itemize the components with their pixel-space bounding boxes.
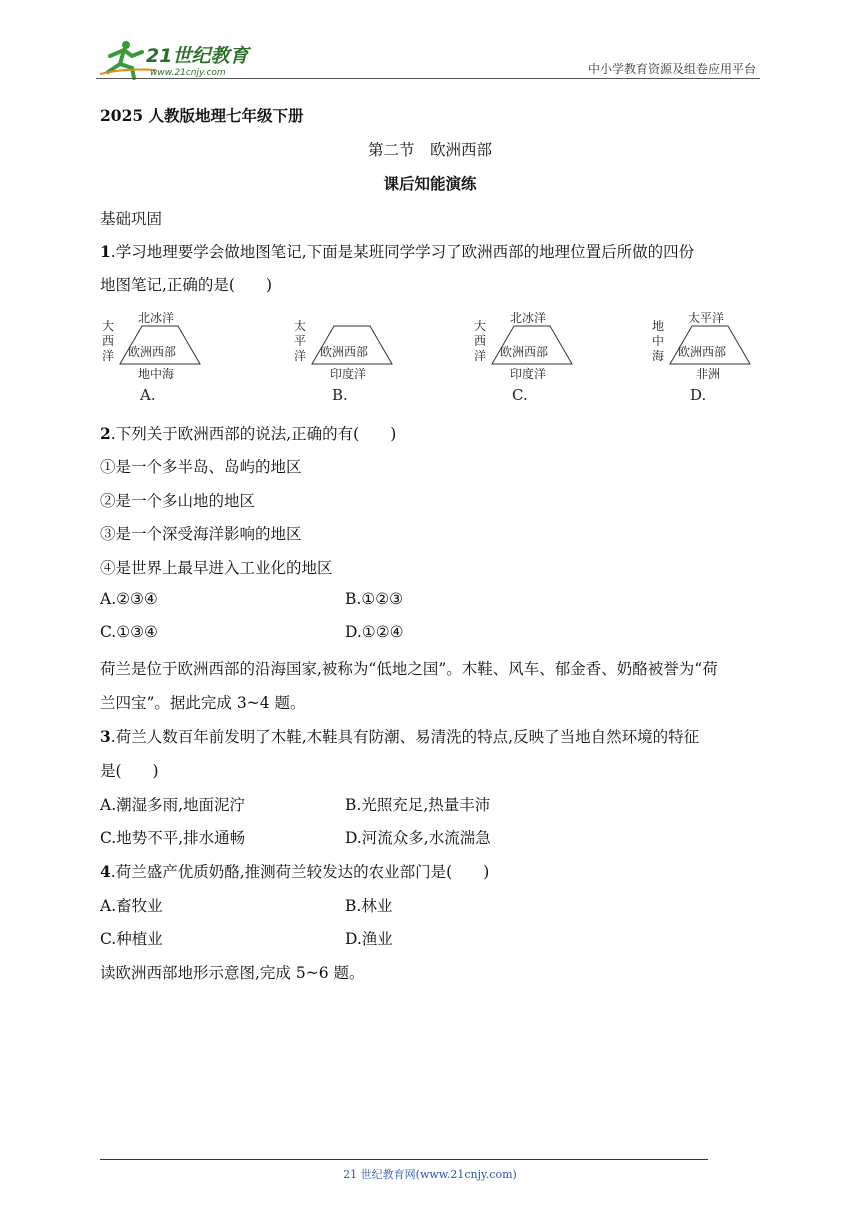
figure-d-top: 太平洋 xyxy=(688,311,725,325)
figure-b xyxy=(294,318,392,404)
figure-c-left-3: 洋 xyxy=(474,349,487,363)
figure-a-left-3: 洋 xyxy=(102,349,115,363)
question-2-option-b: B.①②③ xyxy=(345,590,404,608)
passage-line2: 兰四宝”。据此完成 3~4 题。 xyxy=(100,694,306,712)
figure-c-top: 北冰洋 xyxy=(510,311,547,325)
figure-a-left-2: 西 xyxy=(102,334,115,348)
figure-b-letter: B. xyxy=(332,386,348,404)
question-2-stem: 2.下列关于欧洲西部的说法,正确的有( ) xyxy=(100,424,397,443)
question-2-option-d: D.①②④ xyxy=(345,623,404,641)
figure-d-bottom: 非洲 xyxy=(696,367,721,381)
footer-divider xyxy=(100,1159,708,1160)
passage-line1: 荷兰是位于欧洲西部的沿海国家,被称为“低地之国”。木鞋、风车、郁金香、奶酪被誉为“荷 xyxy=(100,660,718,678)
figure-b-left-1: 太 xyxy=(294,319,307,333)
figure-a-letter: A. xyxy=(140,386,156,404)
question-3-option-d: D.河流众多,水流湍急 xyxy=(345,829,491,847)
figure-b-bottom: 印度洋 xyxy=(330,367,367,381)
question-3-line2: 是( ) xyxy=(100,762,159,780)
exercise-title: 课后知能演练 xyxy=(383,174,477,193)
figure-c-left-2: 西 xyxy=(474,334,487,348)
question-4-option-b: B.林业 xyxy=(345,897,393,915)
question-2-item-1: ①是一个多半岛、岛屿的地区 xyxy=(100,458,302,476)
question-4-option-c: C.种植业 xyxy=(100,930,163,948)
footer-link[interactable]: 21 世纪教育网(www.21cnjy.com) xyxy=(343,1168,517,1181)
header-divider xyxy=(96,78,760,79)
figure-d-letter: D. xyxy=(690,386,707,404)
figure-a-center: 欧洲西部 xyxy=(128,345,177,359)
question-number: 4 xyxy=(100,862,111,881)
section-title: 第二节 欧洲西部 xyxy=(367,141,492,159)
question-5-intro: 读欧洲西部地形示意图,完成 5~6 题。 xyxy=(100,964,365,982)
figure-b-center: 欧洲西部 xyxy=(320,345,369,359)
site-logo xyxy=(96,38,256,80)
figure-d-left-3: 海 xyxy=(652,349,665,363)
logo-text: 21世纪教育 xyxy=(146,45,249,67)
figure-a-left-1: 大 xyxy=(102,319,115,333)
category-label: 基础巩固 xyxy=(100,210,163,228)
question-number: 1 xyxy=(100,242,111,261)
question-1-line1: 1.学习地理要学会做地图笔记,下面是某班同学学习了欧洲西部的地理位置后所做的四份 xyxy=(100,242,695,261)
platform-name: 中小学教育资源及组卷应用平台 xyxy=(587,62,756,76)
figure-d-left-2: 中 xyxy=(652,334,665,348)
figure-a xyxy=(102,310,200,404)
question-number: 3 xyxy=(100,727,111,746)
question-2-item-2: ②是一个多山地的地区 xyxy=(100,492,256,510)
question-1-line2: 地图笔记,正确的是( ) xyxy=(100,276,273,294)
figure-b-left-2: 平 xyxy=(294,334,307,348)
question-2-item-4: ④是世界上最早进入工业化的地区 xyxy=(100,559,333,577)
question-2-item-3: ③是一个深受海洋影响的地区 xyxy=(100,525,302,543)
figure-c-letter: C. xyxy=(512,386,528,404)
figure-c xyxy=(474,310,572,404)
question-3-option-b: B.光照充足,热量丰沛 xyxy=(345,796,491,814)
figure-c-left-1: 大 xyxy=(474,319,487,333)
question-2-option-c: C.①③④ xyxy=(100,623,158,641)
figure-a-bottom: 地中海 xyxy=(138,367,175,381)
map-note-figures xyxy=(100,310,760,410)
question-number: 2 xyxy=(100,424,111,443)
figure-d xyxy=(652,310,750,404)
question-3-option-c: C.地势不平,排水通畅 xyxy=(100,829,246,847)
figure-c-bottom: 印度洋 xyxy=(510,367,547,381)
figure-c-center: 欧洲西部 xyxy=(500,345,549,359)
question-4-stem: 4.荷兰盛产优质奶酪,推测荷兰较发达的农业部门是( ) xyxy=(100,862,490,881)
question-2-option-a: A.②③④ xyxy=(100,590,158,608)
figure-a-top: 北冰洋 xyxy=(138,311,175,325)
figure-b-left-3: 洋 xyxy=(294,349,307,363)
logo-url: www.21cnjy.com xyxy=(150,68,226,78)
figure-d-left-1: 地 xyxy=(652,319,665,333)
figure-d-center: 欧洲西部 xyxy=(678,345,727,359)
doc-title: 2025 人教版地理七年级下册 xyxy=(100,106,304,125)
question-3-option-a: A.潮湿多雨,地面泥泞 xyxy=(100,796,246,814)
question-3-line1: 3.荷兰人数百年前发明了木鞋,木鞋具有防潮、易清洗的特点,反映了当地自然环境的特征 xyxy=(100,727,700,746)
question-4-option-d: D.渔业 xyxy=(345,930,393,948)
question-4-option-a: A.畜牧业 xyxy=(100,897,163,915)
